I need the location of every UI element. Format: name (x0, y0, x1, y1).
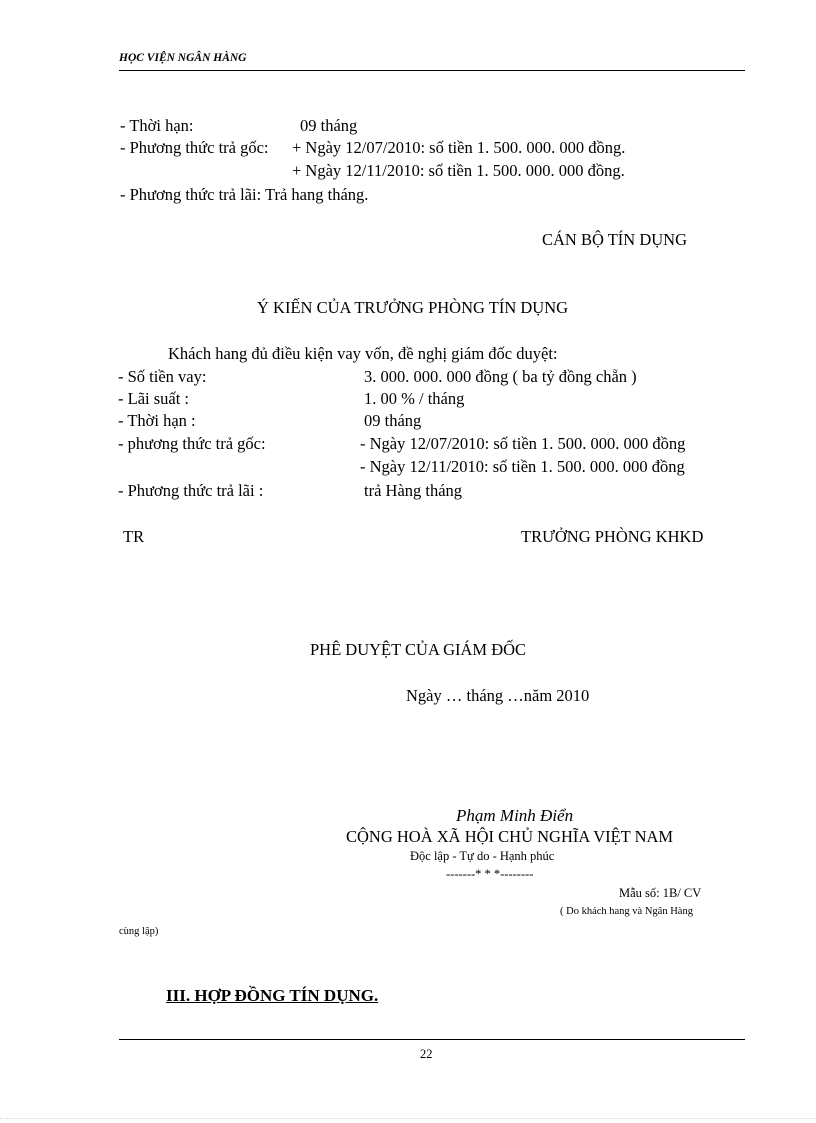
opinion-row-value: 09 tháng (364, 411, 422, 430)
term-label: - Thời hạn: (120, 116, 194, 135)
opinion-intro: Khách hang đủ điều kiện vay vốn, đề nghị giám đốc duyệt: (168, 344, 558, 363)
form-note-continuation: cùng lập) (119, 926, 159, 937)
approval-title: PHÊ DUYỆT CỦA GIÁM ĐỐC (310, 640, 527, 659)
opinion-row-value: trả Hàng tháng (364, 481, 463, 500)
opinion-row-value: 3. 000. 000. 000 đồng ( ba tỷ đồng chẵn ) (364, 367, 637, 386)
officer-title: CÁN BỘ TÍN DỤNG (542, 230, 687, 249)
form-number: Mẫu số: 1B/ CV (619, 886, 702, 900)
form-note: ( Do khách hang và Ngân Hàng (560, 906, 693, 917)
right-signatory: TRƯỞNG PHÒNG KHKD (521, 527, 704, 546)
director-signature: Phạm Minh Điển (456, 806, 574, 825)
opinion-title: Ý KIẾN CỦA TRƯỞNG PHÒNG TÍN DỤNG (257, 298, 569, 317)
footer-rule (119, 1039, 745, 1040)
section-heading: III. HỢP ĐỒNG TÍN DỤNG. (166, 986, 379, 1005)
left-signatory: TR (123, 527, 145, 546)
opinion-row-label: - Lãi suất : (118, 389, 190, 408)
principal-label: - Phương thức trả gốc: (120, 138, 269, 157)
interest-line: - Phương thức trả lãi: Trả hang tháng. (120, 185, 369, 204)
principal-line-1: + Ngày 12/07/2010: số tiền 1. 500. 000. 000 đồng. (292, 138, 626, 157)
republic-motto: Độc lập - Tự do - Hạnh phúc (410, 849, 555, 863)
opinion-row-label: - Phương thức trả lãi : (118, 481, 264, 500)
republic-name: CỘNG HOÀ XÃ HỘI CHỦ NGHĨA VIỆT NAM (346, 827, 674, 846)
principal-line-2: + Ngày 12/11/2010: số tiền 1. 500. 000. 000 đồng. (292, 161, 625, 180)
page-edge-divider (0, 1118, 816, 1119)
opinion-row-value: 1. 00 % / tháng (364, 389, 465, 408)
approval-date: Ngày … tháng …năm 2010 (406, 686, 590, 705)
term-value: 09 tháng (300, 116, 358, 135)
header-institution: HỌC VIỆN NGÂN HÀNG (119, 52, 247, 64)
opinion-row-value: - Ngày 12/07/2010: số tiền 1. 500. 000. 000 đồng (360, 434, 686, 453)
opinion-row-value: - Ngày 12/11/2010: số tiền 1. 500. 000. 000 đồng (360, 457, 685, 476)
republic-separator: -------* * *-------- (446, 867, 534, 881)
opinion-row-label: - Số tiền vay: (118, 367, 207, 386)
header-rule (119, 70, 745, 71)
opinion-row-label: - Thời hạn : (118, 411, 196, 430)
page-number: 22 (420, 1047, 433, 1061)
opinion-row-label: - phương thức trả gốc: (118, 434, 266, 453)
